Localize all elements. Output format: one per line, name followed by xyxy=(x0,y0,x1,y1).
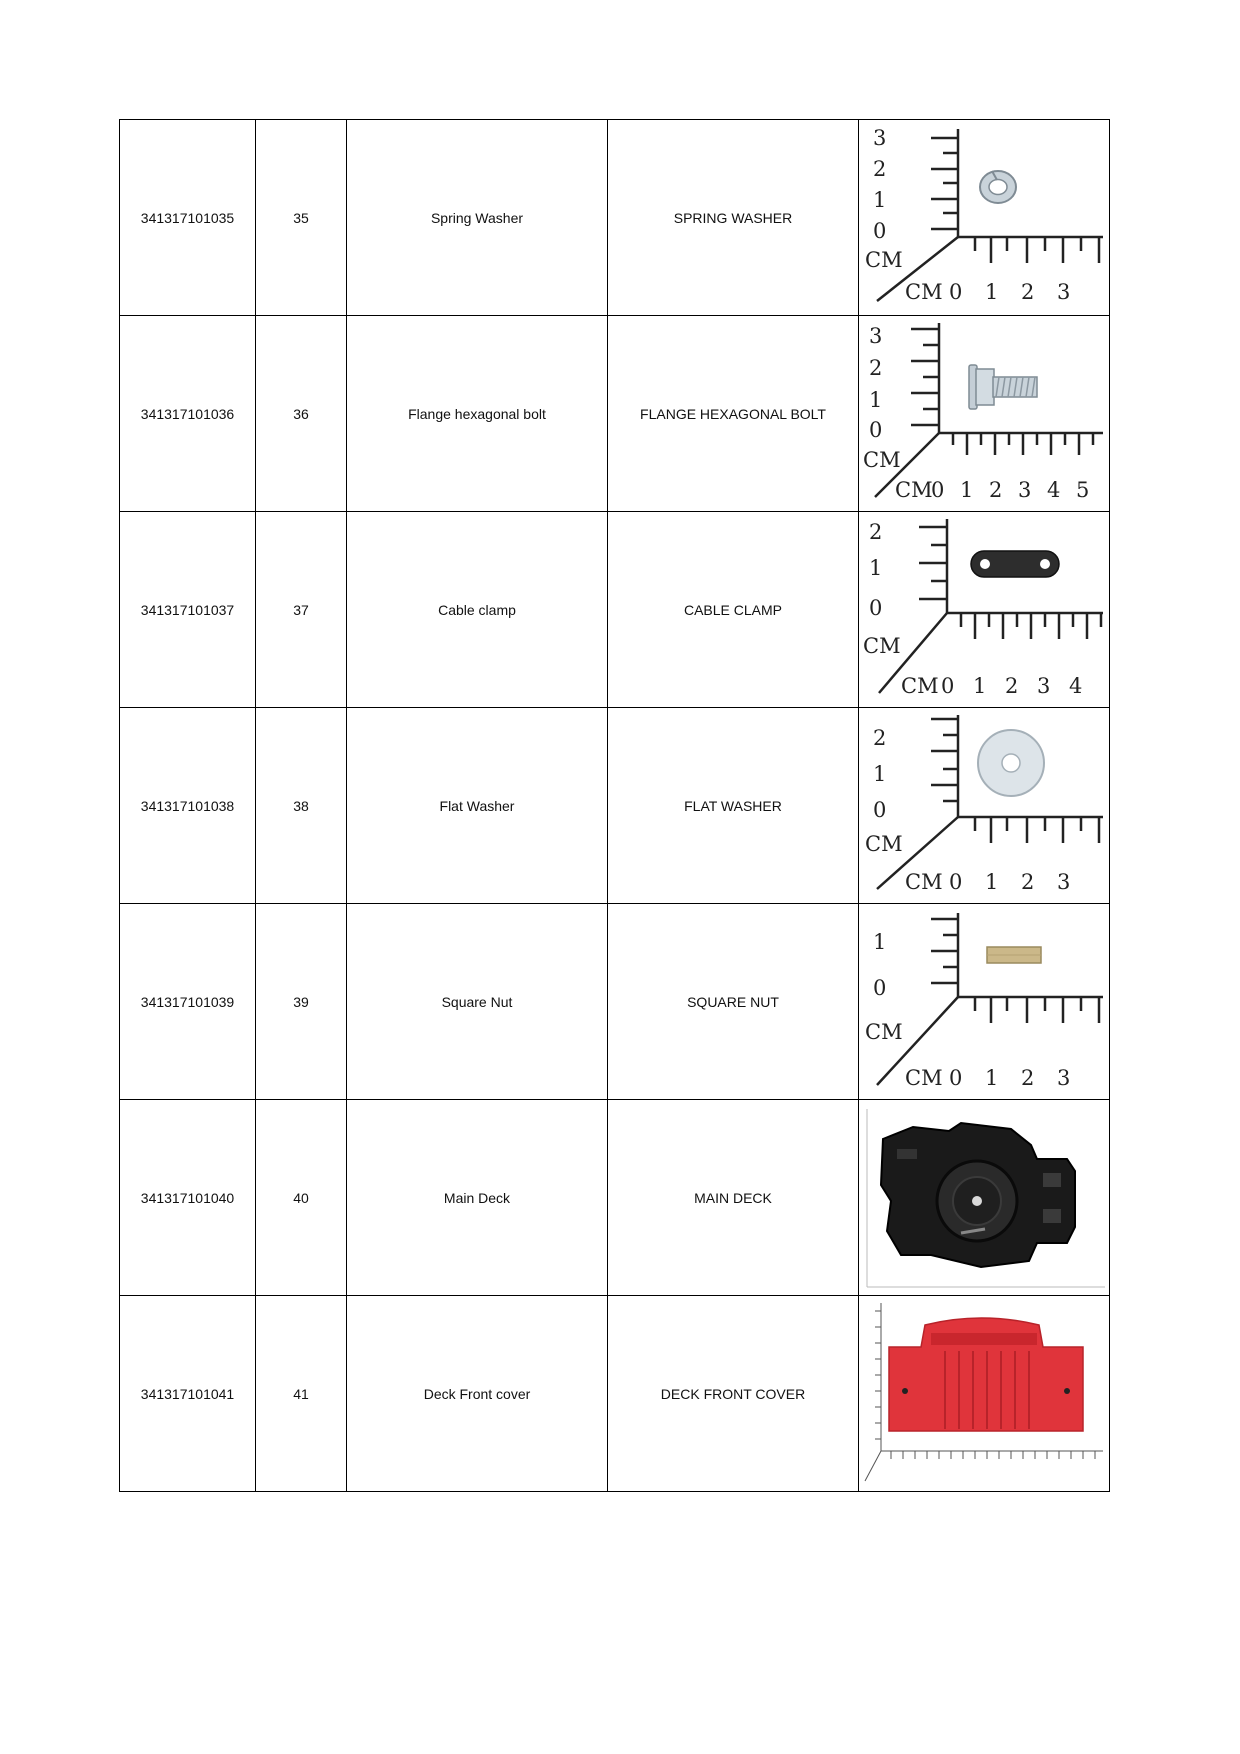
ruler-label: 0 xyxy=(869,417,883,442)
part-photo xyxy=(859,1100,1110,1296)
ruler-label: 2 xyxy=(873,156,887,181)
part-name: Flange hexagonal bolt xyxy=(347,316,608,512)
square-nut-part xyxy=(987,947,1041,963)
part-name: Deck Front cover xyxy=(347,1296,608,1492)
part-photo xyxy=(859,120,1110,316)
part-number: 36 xyxy=(256,316,347,512)
part-number: 39 xyxy=(256,904,347,1100)
part-photo xyxy=(859,316,1110,512)
ruler-label: 1 xyxy=(973,673,987,698)
part-name: Cable clamp xyxy=(347,512,608,708)
ruler-label: 1 xyxy=(985,869,999,894)
ruler-label: 1 xyxy=(869,387,883,412)
table-row xyxy=(120,708,1110,904)
ruler-unit: CM xyxy=(865,247,903,272)
ruler-label: 5 xyxy=(1076,477,1090,502)
ruler-label: 0 xyxy=(873,797,887,822)
part-name: Flat Washer xyxy=(347,708,608,904)
part-photo xyxy=(859,708,1110,904)
ruler-label: 3 xyxy=(1057,869,1071,894)
part-name-upper: MAIN DECK xyxy=(608,1100,859,1296)
part-name-upper: CABLE CLAMP xyxy=(608,512,859,708)
ruler-unit: CM xyxy=(905,1065,943,1090)
part-name: Main Deck xyxy=(347,1100,608,1296)
spring-washer-photo xyxy=(861,125,1107,311)
ruler-label: 2 xyxy=(1021,279,1035,304)
flat-washer-part xyxy=(978,730,1044,796)
table-row xyxy=(120,904,1110,1100)
part-name: Square Nut xyxy=(347,904,608,1100)
part-name: Spring Washer xyxy=(347,120,608,316)
ruler-label: 2 xyxy=(1021,1065,1035,1090)
part-number: 41 xyxy=(256,1296,347,1492)
part-photo xyxy=(859,904,1110,1100)
ruler-label: 4 xyxy=(1069,673,1083,698)
ruler-label: 2 xyxy=(869,519,883,544)
main-deck-photo xyxy=(861,1105,1107,1291)
ruler-label: 1 xyxy=(873,187,887,212)
part-number: 40 xyxy=(256,1100,347,1296)
ruler-label: 1 xyxy=(869,555,883,580)
part-photo xyxy=(859,512,1110,708)
ruler-unit: CM xyxy=(863,633,901,658)
part-code: 341317101040 xyxy=(120,1100,256,1296)
ruler-label: 1 xyxy=(873,929,887,954)
part-code: 341317101035 xyxy=(120,120,256,316)
ruler-unit: CM xyxy=(901,673,939,698)
ruler-label: 2 xyxy=(1005,673,1019,698)
deck-front-cover-photo xyxy=(861,1301,1107,1487)
ruler-label: 3 xyxy=(873,125,887,150)
table-row xyxy=(120,316,1110,512)
table-row xyxy=(120,1100,1110,1296)
ruler-label: 4 xyxy=(1047,477,1061,502)
ruler-unit: CM xyxy=(895,477,933,502)
ruler-label: 1 xyxy=(960,477,974,502)
ruler-unit: CM xyxy=(863,447,901,472)
table-row xyxy=(120,120,1110,316)
ruler-label: 0 xyxy=(949,1065,963,1090)
ruler-label: 0 xyxy=(873,975,887,1000)
ruler-label: 3 xyxy=(869,323,883,348)
ruler-unit: CM xyxy=(865,1019,903,1044)
part-name-upper: FLAT WASHER xyxy=(608,708,859,904)
square-nut-photo xyxy=(861,909,1107,1095)
ruler-label: 0 xyxy=(949,869,963,894)
ruler-label: 2 xyxy=(873,725,887,750)
part-photo xyxy=(859,1296,1110,1492)
ruler-label: 1 xyxy=(873,761,887,786)
part-code: 341317101039 xyxy=(120,904,256,1100)
part-number: 35 xyxy=(256,120,347,316)
ruler-label: 1 xyxy=(985,1065,999,1090)
ruler-unit: CM xyxy=(905,279,943,304)
part-name-upper: SPRING WASHER xyxy=(608,120,859,316)
table-row xyxy=(120,512,1110,708)
part-number: 37 xyxy=(256,512,347,708)
ruler-label: 3 xyxy=(1018,477,1032,502)
ruler-label: 0 xyxy=(873,218,887,243)
ruler-label: 3 xyxy=(1037,673,1051,698)
ruler-label: 1 xyxy=(985,279,999,304)
ruler-label: 2 xyxy=(869,355,883,380)
parts-table xyxy=(119,119,1110,1492)
part-name-upper: SQUARE NUT xyxy=(608,904,859,1100)
part-code: 341317101041 xyxy=(120,1296,256,1492)
spring-washer-part xyxy=(980,171,1016,203)
part-name-upper: DECK FRONT COVER xyxy=(608,1296,859,1492)
ruler-label: 3 xyxy=(1057,1065,1071,1090)
table-row xyxy=(120,1296,1110,1492)
cable-clamp-part xyxy=(971,551,1059,577)
flange-bolt-photo xyxy=(861,321,1107,507)
part-number: 38 xyxy=(256,708,347,904)
part-name-upper: FLANGE HEXAGONAL BOLT xyxy=(608,316,859,512)
part-code: 341317101038 xyxy=(120,708,256,904)
ruler-label: 2 xyxy=(989,477,1003,502)
ruler-label: 0 xyxy=(869,595,883,620)
ruler-label: 2 xyxy=(1021,869,1035,894)
ruler-label: 0 xyxy=(931,477,945,502)
ruler-unit: CM xyxy=(905,869,943,894)
ruler-label: 3 xyxy=(1057,279,1071,304)
ruler-label: 0 xyxy=(949,279,963,304)
part-code: 341317101036 xyxy=(120,316,256,512)
cable-clamp-photo xyxy=(861,517,1107,703)
ruler-unit: CM xyxy=(865,831,903,856)
flat-washer-photo xyxy=(861,713,1107,899)
ruler-label: 0 xyxy=(941,673,955,698)
part-code: 341317101037 xyxy=(120,512,256,708)
